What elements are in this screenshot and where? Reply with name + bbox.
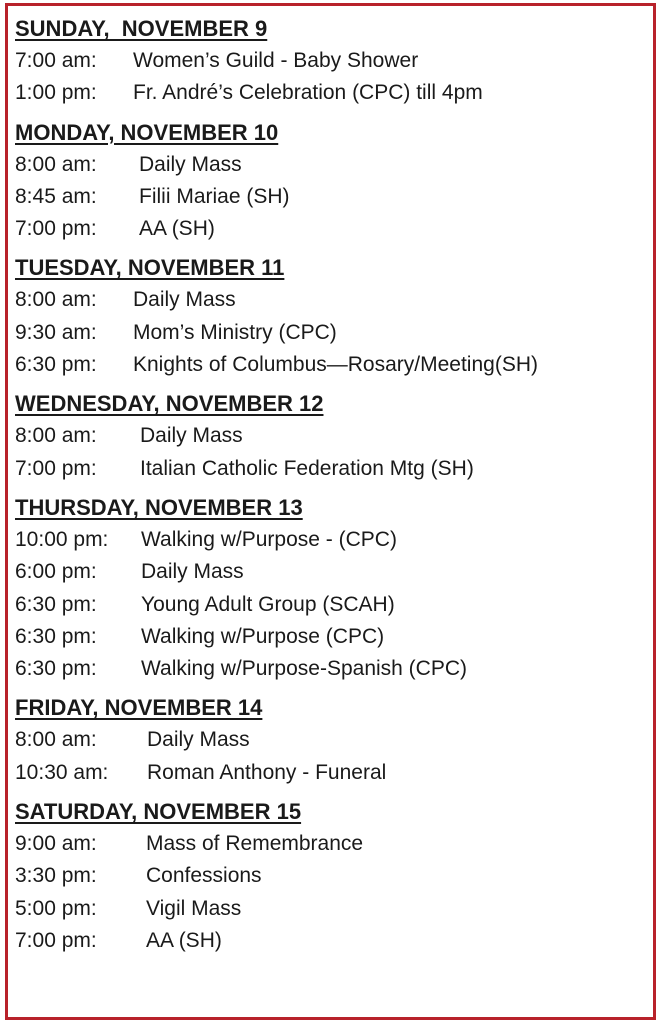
event-time: 7:00 pm: <box>15 217 97 241</box>
event-time: 7:00 pm: <box>15 928 97 952</box>
event-description: Vigil Mass <box>146 896 242 920</box>
event-row <box>15 589 645 621</box>
event-row <box>15 317 645 349</box>
event-time: 10:30 am: <box>15 760 109 784</box>
event-description: Daily Mass <box>141 560 244 584</box>
event-description: Italian Catholic Federation Mtg (SH) <box>140 456 474 480</box>
event-time: 6:00 pm: <box>15 560 97 584</box>
event-description: Daily Mass <box>133 288 236 312</box>
event-time: 1:00 pm: <box>15 81 97 105</box>
day-heading: FRIDAY, NOVEMBER 14 <box>15 695 263 721</box>
event-time: 9:30 am: <box>15 320 97 344</box>
event-row <box>15 349 645 381</box>
event-description: Fr. André’s Celebration (CPC) till 4pm <box>133 81 483 105</box>
day-friday <box>15 693 645 789</box>
event-time: 6:30 pm: <box>15 592 97 616</box>
event-description: Daily Mass <box>139 152 242 176</box>
event-description: Confessions <box>146 864 262 888</box>
event-row <box>15 621 645 653</box>
event-time: 8:00 am: <box>15 152 97 176</box>
day-thursday <box>15 493 645 685</box>
event-description: Walking w/Purpose-Spanish (CPC) <box>141 657 468 681</box>
event-row <box>15 453 645 485</box>
day-sunday <box>15 14 645 110</box>
event-description: Roman Anthony - Funeral <box>147 760 387 784</box>
event-description: AA (SH) <box>139 217 215 241</box>
day-heading: TUESDAY, NOVEMBER 11 <box>15 255 285 281</box>
day-heading: MONDAY, NOVEMBER 10 <box>15 119 279 145</box>
event-time: 8:00 am: <box>15 288 97 312</box>
event-row <box>15 77 645 109</box>
event-row <box>15 45 645 77</box>
event-row <box>15 213 645 245</box>
event-row <box>15 828 645 860</box>
event-description: Young Adult Group (SCAH) <box>141 592 395 616</box>
day-heading: THURSDAY, NOVEMBER 13 <box>15 494 303 520</box>
event-time: 8:00 am: <box>15 728 97 752</box>
event-description: Knights of Columbus—Rosary/Meeting(SH) <box>133 353 538 377</box>
event-row <box>15 653 645 685</box>
event-row <box>15 893 645 925</box>
day-heading: WEDNESDAY, NOVEMBER 12 <box>15 391 324 417</box>
event-description: Walking w/Purpose (CPC) <box>141 624 385 648</box>
event-row <box>15 860 645 892</box>
event-time: 3:30 pm: <box>15 864 97 888</box>
event-description: Filii Mariae (SH) <box>139 184 290 208</box>
day-monday <box>15 118 645 246</box>
event-description: Mass of Remembrance <box>146 832 364 856</box>
day-heading: SATURDAY, NOVEMBER 15 <box>15 799 302 825</box>
event-description: Mom’s Ministry (CPC) <box>133 320 337 344</box>
event-row <box>15 524 645 556</box>
event-time: 7:00 pm: <box>15 456 97 480</box>
event-row <box>15 925 645 957</box>
event-time: 10:00 pm: <box>15 527 109 551</box>
event-row <box>15 556 645 588</box>
day-saturday <box>15 797 645 957</box>
event-time: 8:00 am: <box>15 424 97 448</box>
weekly-schedule <box>15 14 645 965</box>
event-row <box>15 181 645 213</box>
day-heading: SUNDAY, NOVEMBER 9 <box>15 16 268 41</box>
event-description: Daily Mass <box>140 424 243 448</box>
event-time: 6:30 pm: <box>15 624 97 648</box>
event-row <box>15 757 645 789</box>
event-row <box>15 724 645 756</box>
event-description: AA (SH) <box>146 928 222 952</box>
event-row <box>15 284 645 316</box>
event-row <box>15 420 645 452</box>
event-time: 8:45 am: <box>15 184 97 208</box>
event-time: 9:00 am: <box>15 832 97 856</box>
event-time: 6:30 pm: <box>15 657 97 681</box>
day-tuesday <box>15 253 645 381</box>
event-description: Women’s Guild - Baby Shower <box>133 49 419 72</box>
event-time: 6:30 pm: <box>15 353 97 377</box>
event-description: Walking w/Purpose - (CPC) <box>141 527 397 551</box>
event-row <box>15 149 645 181</box>
event-time: 7:00 am: <box>15 49 97 72</box>
event-time: 5:00 pm: <box>15 896 97 920</box>
event-description: Daily Mass <box>147 728 250 752</box>
day-wednesday <box>15 389 645 485</box>
